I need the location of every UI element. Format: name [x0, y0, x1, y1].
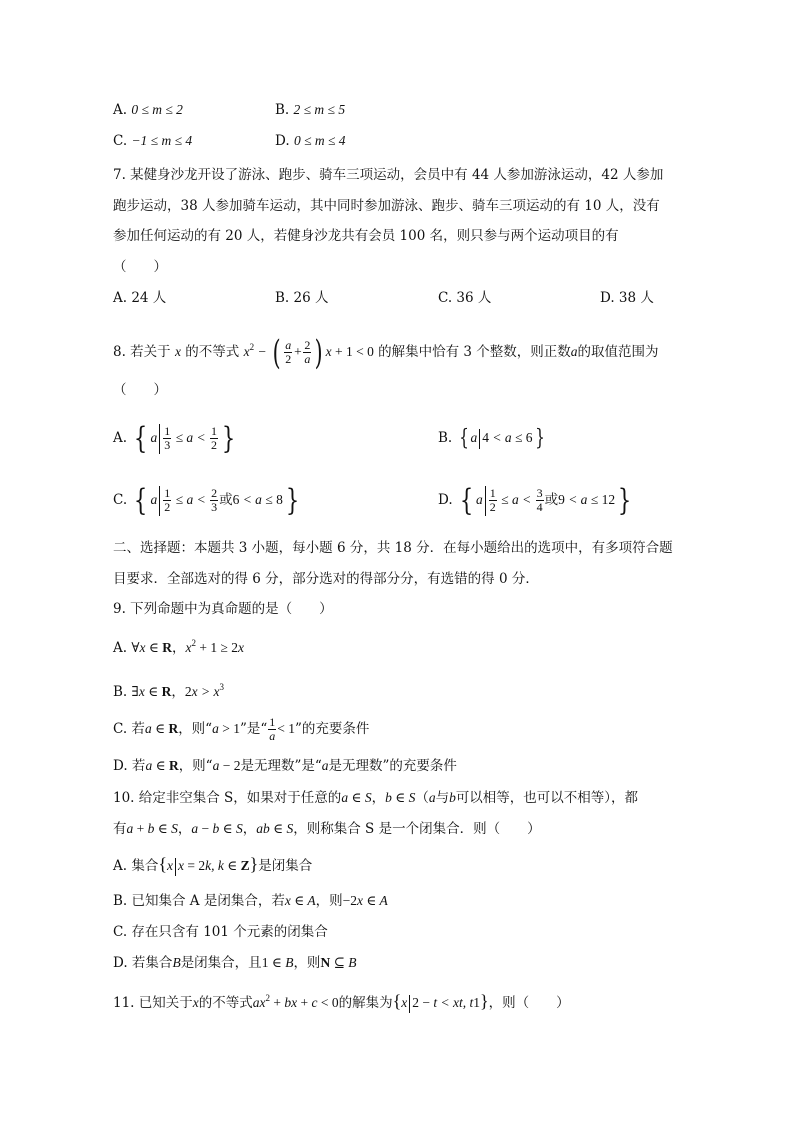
q8-option-d [438, 484, 634, 516]
var-a: a [570, 344, 578, 359]
q8-stem [113, 330, 659, 373]
q8-option-b-label: B. [438, 430, 453, 446]
q8-option-a [113, 422, 238, 454]
q10-stem-line2: 有a + b ∈ S，a − b ∈ S，ab ∈ S，则称集合 S 是一个闭集合．则（ ） [113, 821, 541, 837]
q10-option-a-tail: 是闭集合 [258, 858, 313, 874]
q10-option-c: C. 存在只含有 101 个元素的闭集合 [113, 924, 328, 940]
q9-option-c: C. 若a ∈ R，则“a > 1”是“ $\frac{1}{a}$ < 1”的充要条件 [113, 715, 370, 744]
q10-line1-d: 可以相等，也可以不相等），都 [455, 790, 639, 806]
q8-option-b [438, 422, 547, 454]
q7-answer-paren: （ ） [113, 259, 167, 275]
q10-option-a [113, 854, 312, 876]
q9-option-c-text1: ，则“ [178, 721, 213, 737]
q8-option-a-expr: { a $\frac{1}{3}$ ≤ a < $\frac{1}{2}$ } [134, 420, 236, 456]
q7-stem-line3: 参加任何运动的有 20 人，若健身沙龙共有会员 100 名，则只参与两个运动项目的有 [113, 228, 619, 244]
q7-stem-line1: 7. 某健身沙龙开设了游泳、跑步、骑车三项运动，会员中有 44 人参加游泳运动，42 人参加 [113, 167, 664, 183]
q8-option-c-or: 或 [219, 492, 233, 507]
q10-option-d-mid1: 是闭集合，且 [180, 955, 262, 971]
q8-option-d-label: D. [438, 492, 453, 508]
q10-option-b: B. 已知集合 A 是闭集合，若x ∈ A，则−2x ∈ A [113, 893, 388, 909]
q10-line1-b: （ [415, 790, 429, 806]
q9-option-c-label: C. 若 [113, 721, 145, 737]
q9-option-a [113, 633, 244, 658]
q9-option-d-label: D. 若 [113, 758, 146, 774]
q9-option-a-label: A. [113, 640, 128, 656]
var-x: x [174, 344, 181, 359]
q9-option-c-text2: ”是“ [239, 721, 268, 737]
q7-option-a: A. 24 人 [113, 290, 167, 306]
q11-prefix: 11. 已知关于 [113, 995, 193, 1011]
q11-stem: 11. 已知关于x的不等式$ax^2$ + bx + c < 0的解集为{x 2 − t < xt, t1}，则（ ） [113, 991, 570, 1011]
q9-option-b [113, 677, 224, 702]
q9-option-d-text3: 是无理数”的充要条件 [328, 758, 457, 774]
q8-option-c-expr: { a $\frac{1}{2}$ ≤ a < $\frac{2}{3}$ 或6 < a ≤ 8} [134, 482, 300, 518]
section2-instructions-line2: 目要求．全部选对的得 6 分，部分选对的得部分分，有选错的得 0 分． [113, 571, 539, 587]
q6-option-a-expr: 0 ≤ m ≤ 2 [131, 102, 183, 117]
q6-option-c-expr: −1 ≤ m ≤ 4 [131, 133, 193, 148]
q11-suffix: ，则（ ） [488, 995, 570, 1011]
q8-answer-paren: （ ） [113, 382, 167, 398]
q9-option-c-text3: ”的充要条件 [295, 721, 370, 737]
q9-option-b-label: B. [113, 684, 128, 700]
q6-option-c [113, 131, 192, 151]
q10-line2-b: ，则称集合 S 是一个闭集合．则（ ） [293, 821, 541, 837]
q8-option-d-or: 或 [544, 492, 559, 507]
q8-prefix: 8. 若关于 [113, 344, 171, 360]
q7-option-d: D. 38 人 [600, 290, 654, 306]
q10-line1-a: 10. 给定非空集合 S，如果对于任意的 [113, 790, 342, 806]
q6-option-d [275, 131, 346, 151]
q10-line2-a: 有 [113, 821, 127, 837]
q8-option-b-expr: { a 4 < a ≤ 6} [458, 425, 545, 451]
q10-stem-line1: 10. 给定非空集合 S，如果对于任意的a ∈ S，b ∈ S（a与b可以相等，也可以不相等），都 [113, 790, 639, 806]
q10-option-d-text: D. 若集合 [113, 955, 173, 971]
q7-option-c: C. 36 人 [438, 290, 492, 306]
q6-option-a-label: A. [113, 102, 128, 118]
q9-option-b-expr: ∃x ∈ R，$2x > x^3$ [131, 682, 224, 699]
q10-option-b-text: B. 已知集合 A 是闭集合，若 [113, 893, 285, 909]
q6-option-d-expr: 0 ≤ m ≤ 4 [293, 133, 346, 148]
q8-mid2: 的解集中恰有 3 个整数，则正数 [378, 344, 571, 360]
q8-option-a-label: A. [113, 430, 128, 446]
q6-option-b-label: B. [275, 102, 290, 118]
q10-option-d-mid2: ，则 [293, 955, 321, 971]
q8-mid1: 的不等式 [185, 344, 240, 360]
q9-stem: 9. 下列命题中为真命题的是（ ） [113, 601, 333, 617]
q6-option-b-expr: 2 ≤ m ≤ 5 [293, 102, 346, 117]
q9-option-a-expr: ∀x ∈ R，$x^2 + 1 \ge 2x$ [131, 638, 245, 655]
q8-option-c-label: C. [113, 492, 128, 508]
q6-option-a [113, 100, 183, 120]
q10-option-a-label: A. 集合 [113, 858, 159, 874]
q9-option-d: D. 若a ∈ R，则“a − 2是无理数”是“a是无理数”的充要条件 [113, 758, 457, 774]
q6-option-d-label: D. [275, 133, 290, 149]
section2-instructions-line1: 二、选择题：本题共 3 小题，每小题 6 分，共 18 分．在每小题给出的选项中，有多项符合题 [113, 540, 673, 556]
q8-option-d-expr: { a $\frac{1}{2}$ ≤ a < $\frac{3}{4}$ 或9 < a ≤ 12} [459, 482, 632, 518]
q7-stem-line2: 跑步运动，38 人参加骑车运动，其中同时参加游泳、跑步、骑车三项运动的有 10 人，没有 [113, 198, 660, 214]
q10-line1-c: 与 [435, 790, 450, 806]
q6-option-b [275, 100, 345, 120]
q11-mid1: 的不等式 [198, 995, 253, 1011]
q8-inequality: $x^2$ − ( $\frac{a}{2}$ + $\frac{2}{a}$ ) x + 1 < 0 [243, 332, 374, 373]
q8-suffix: 的取值范围为 [577, 344, 659, 360]
q8-option-c [113, 484, 302, 516]
q10-option-d: D. 若集合B是闭集合，且1 ∈ B，则N ⊆ B [113, 955, 357, 971]
q9-option-d-text2: 是无理数”是“ [240, 758, 322, 774]
q6-option-c-label: C. [113, 133, 128, 149]
q7-option-b: B. 26 人 [275, 290, 329, 306]
q11-mid2: 的解集为 [338, 995, 393, 1011]
q10-option-b-mid: ，则 [315, 893, 343, 909]
q9-option-d-text1: ，则“ [178, 758, 213, 774]
q10-option-a-set: {x x = 2k, k ∈ Z} [158, 854, 259, 874]
